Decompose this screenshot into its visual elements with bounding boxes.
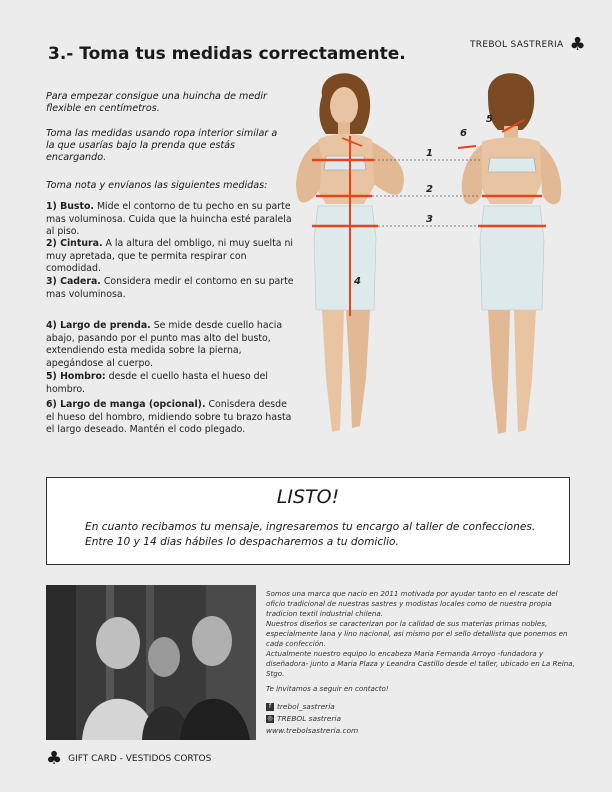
back-right-leg bbox=[514, 310, 536, 432]
facebook-icon: f bbox=[266, 703, 274, 711]
measure-label: 6) Largo de manga (opcional). bbox=[46, 399, 206, 410]
instagram-icon: ◎ bbox=[267, 715, 273, 722]
footer-brand-text: GIFT CARD - VESTIDOS CORTOS bbox=[68, 754, 212, 764]
about-paragraph-3: Actualmente nuestro equipo lo encabeza Maria Fernanda Arroyo -fundadora y diseñadora- junto a Maria Plaza y Leandra Castillo desde el taller, ubicado en La Reina, Stgo. bbox=[266, 649, 575, 678]
footer-brand bbox=[46, 750, 211, 768]
listo-line-2: Entre 10 y 14 dias hábiles lo despacharemos a tu domiclio. bbox=[85, 536, 399, 548]
measure-text: Mide el contorno de tu pecho en su parte mas voluminosa. Cuida que la huincha esté paralela al piso. bbox=[46, 201, 292, 237]
measure-number-2: 2 bbox=[426, 184, 433, 195]
measure-text: A la altura del ombligo, ni muy suelta ni muy apretada, que te permita respirar con comodidad. bbox=[46, 238, 294, 274]
intro-paragraph-2: Toma las medidas usando ropa interior similar a la que usarías bajo la prenda que estás encargando. bbox=[46, 128, 278, 163]
measure-label: 1) Busto. bbox=[46, 201, 94, 212]
social-facebook[interactable] bbox=[266, 702, 335, 712]
measure-largo-manga bbox=[46, 399, 294, 437]
front-bra bbox=[324, 156, 366, 170]
measure-label: 2) Cintura. bbox=[46, 238, 103, 249]
back-figure bbox=[458, 73, 561, 434]
front-face bbox=[330, 87, 358, 125]
page-title: 3.- Toma tus medidas correctamente. bbox=[48, 44, 406, 64]
listo-title: LISTO! bbox=[276, 486, 340, 508]
measure-hombro bbox=[46, 371, 294, 396]
measure-number-6: 6 bbox=[460, 128, 467, 139]
listo-text bbox=[85, 520, 535, 550]
measure-number-1: 1 bbox=[426, 148, 433, 159]
measure-number-3: 3 bbox=[426, 214, 433, 225]
facebook-handle: trebol_sastreria bbox=[277, 702, 335, 711]
social-web[interactable] bbox=[266, 726, 358, 736]
measure-label: 3) Cadera. bbox=[46, 276, 101, 287]
social-instagram[interactable] bbox=[266, 714, 341, 724]
back-top bbox=[488, 158, 536, 172]
measure-cintura bbox=[46, 238, 294, 276]
about-paragraph-2: Nuestros diseños se caracterizan por la calidad de sus materias primas nobles, especialmente lana y lino nacional, asi mismo por el sello detallista que ponemos en cada confección. bbox=[266, 619, 568, 648]
measure-busto bbox=[46, 201, 294, 239]
back-left-leg bbox=[488, 310, 510, 434]
measure-largo-prenda bbox=[46, 320, 294, 370]
measure-number-5: 5 bbox=[486, 114, 493, 125]
measure-number-4: 4 bbox=[354, 276, 361, 287]
front-figure bbox=[296, 73, 404, 432]
back-skirt bbox=[480, 206, 544, 310]
instagram-handle: TREBOL sastreria bbox=[277, 714, 342, 723]
front-skirt bbox=[314, 206, 376, 310]
measure-text: Conisdera desde el hueso del hombro, midiendo sobre tu brazo hasta el largo deseado. Mantén el codo plegado. bbox=[46, 399, 292, 435]
measure-cadera bbox=[46, 276, 294, 301]
front-right-leg bbox=[346, 310, 370, 428]
measure-text: desde el cuello hasta el hueso del hombro. bbox=[46, 371, 268, 395]
listo-box bbox=[46, 477, 570, 565]
website-link[interactable]: www.trebolsastreria.com bbox=[266, 726, 359, 735]
team-photo bbox=[46, 585, 256, 740]
header-brand bbox=[470, 36, 586, 54]
about-paragraph-4: Te invitamos a seguir en contacto! bbox=[266, 684, 389, 693]
back-right-arm bbox=[540, 144, 561, 204]
club-icon: ♣ bbox=[46, 748, 63, 769]
front-left-arm bbox=[296, 142, 322, 203]
intro-paragraph-1: Para empezar consigue una huincha de medir flexible en centímetros. bbox=[46, 91, 267, 114]
back-sleeve-line bbox=[458, 146, 476, 148]
measure-text: Considera medir el contorno en su parte mas voluminosa. bbox=[46, 276, 294, 300]
front-neck bbox=[338, 122, 350, 136]
front-left-leg bbox=[322, 310, 344, 432]
front-right-arm bbox=[372, 142, 404, 195]
measurement-figure bbox=[270, 60, 590, 460]
club-icon: ♣ bbox=[569, 34, 586, 55]
measure-text: Se mide desde cuello hacia abajo, pasando por el punto mas alto del busto, extendiendo esta medida sobre la pierna, apegándose al cuerpo. bbox=[46, 320, 283, 369]
intro-paragraph-3: Toma nota y envíanos las siguientes medidas: bbox=[46, 180, 268, 191]
measure-label: 4) Largo de prenda. bbox=[46, 320, 151, 331]
listo-line-1: En cuanto recibamos tu mensaje, ingresaremos tu encargo al taller de confecciones. bbox=[85, 521, 536, 533]
about-paragraph-1: Somos una marca que nacio en 2011 motivada por ayudar tanto en el rescate del oficio tradicional de nuestras sastres y modistas locales como de nuestra propia tradicion textil industrial chilena. bbox=[266, 589, 558, 618]
measure-label: 5) Hombro: bbox=[46, 371, 106, 382]
brand-name: TREBOL SASTRERIA bbox=[470, 40, 564, 50]
back-hair bbox=[488, 73, 534, 130]
back-left-arm bbox=[462, 144, 482, 204]
